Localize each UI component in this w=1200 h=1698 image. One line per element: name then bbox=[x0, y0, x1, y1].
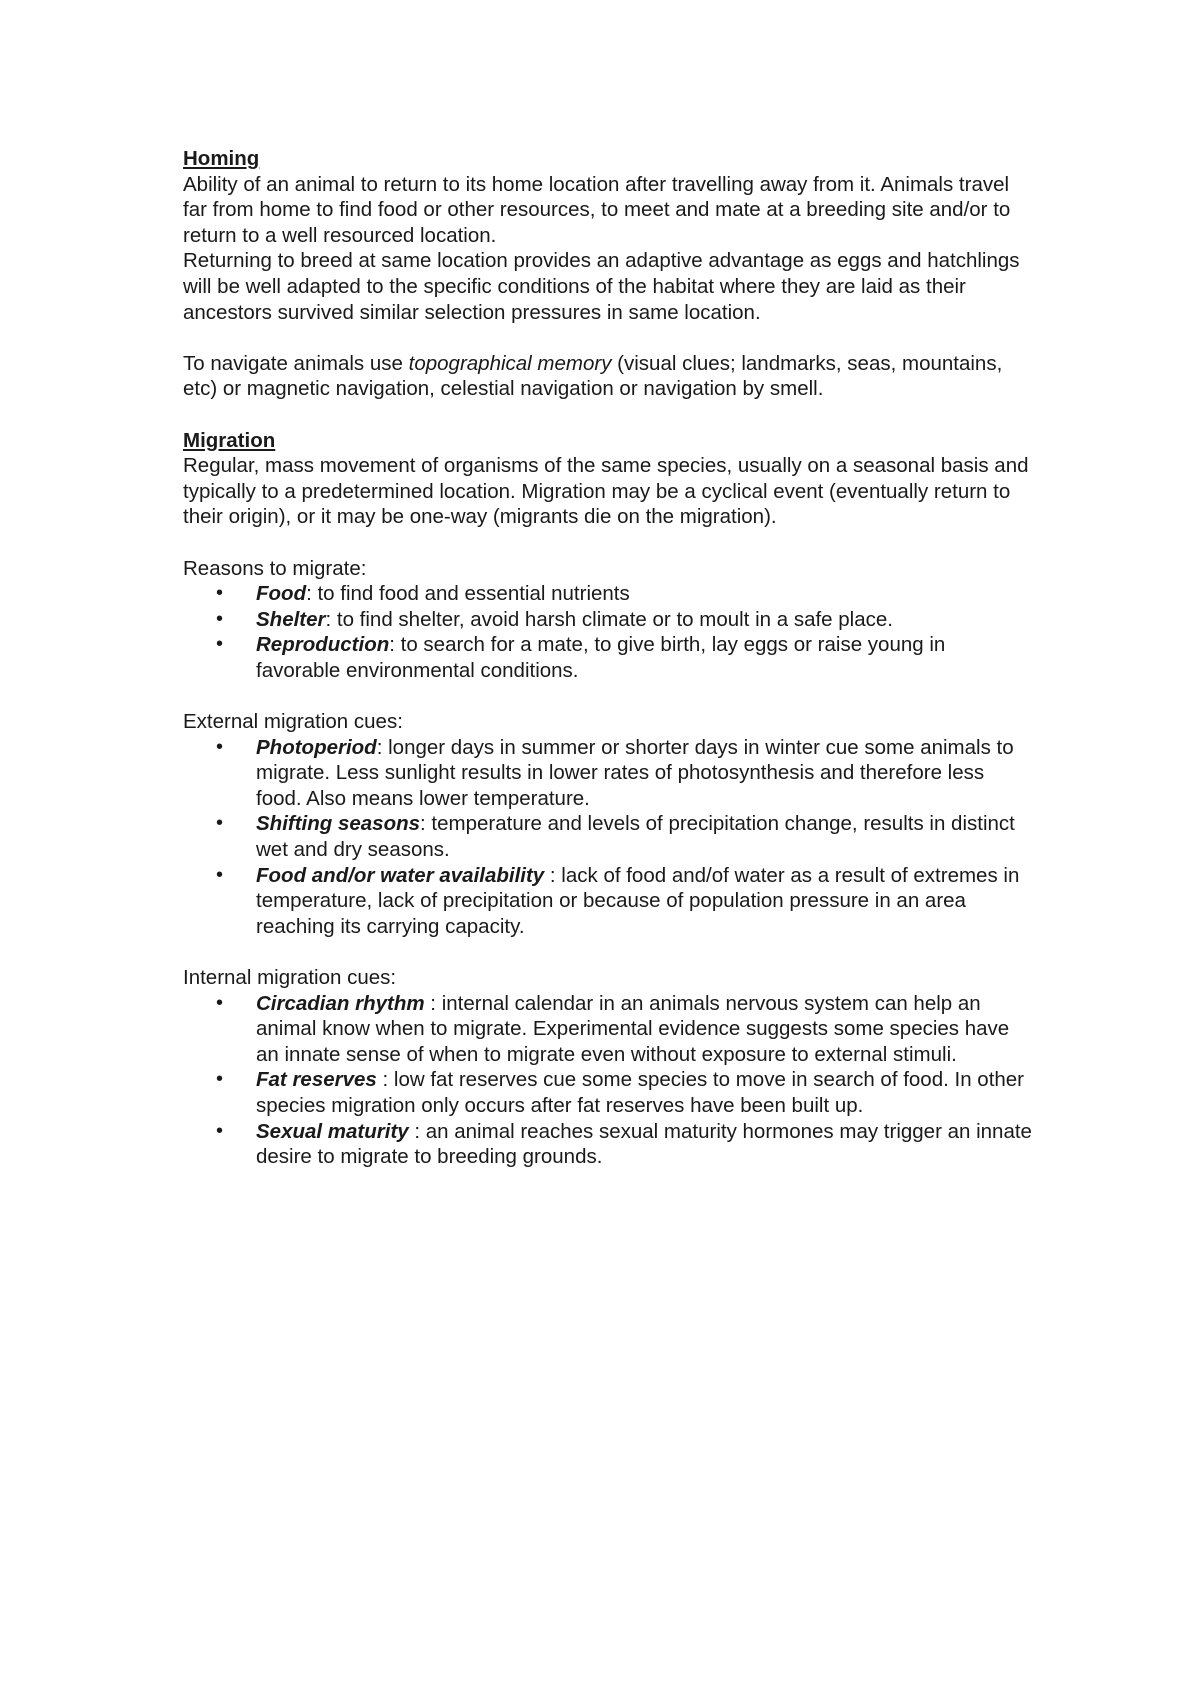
list-item-term: Shelter bbox=[256, 607, 326, 631]
migration-heading: Migration bbox=[183, 428, 276, 452]
list-item bbox=[183, 991, 1033, 1068]
list-item-term: Reproduction bbox=[256, 633, 390, 657]
list-item-term: Food bbox=[256, 582, 307, 606]
bullet-icon: • bbox=[216, 991, 224, 1014]
list-item-term: Food and/or water availability bbox=[256, 863, 545, 887]
bullet-icon: • bbox=[216, 812, 224, 835]
navigation-text-end: (visual clues; landmarks, seas, mountains, etc) or magnetic navigation, celestial navigation or navigation by smell. bbox=[183, 351, 1003, 401]
list-item bbox=[183, 863, 1033, 940]
homing-navigation-paragraph bbox=[183, 351, 1033, 402]
list-item-term: Sexual maturity bbox=[256, 1119, 409, 1143]
list-item-text: : lack of food and/of water as a result of extremes in temperature, lack of precipitation or because of population pressure in an area reaching its carrying capacity. bbox=[256, 863, 1020, 938]
list-item-term: Fat reserves bbox=[256, 1068, 377, 1092]
homing-definition: Ability of an animal to return to its home location after travelling away from it. Animals travel far from home to find food or other resources, to meet and mate at a breeding site and/or to return to a well resourced location. bbox=[183, 172, 1011, 247]
list-item bbox=[183, 632, 1033, 683]
external-cues-intro: External migration cues: bbox=[183, 710, 403, 734]
spacer bbox=[183, 939, 1033, 965]
list-item-term: Photoperiod bbox=[256, 735, 377, 759]
list-item bbox=[183, 735, 1033, 812]
bullet-icon: • bbox=[216, 607, 224, 630]
spacer bbox=[183, 530, 1033, 556]
bullet-icon: • bbox=[216, 633, 224, 656]
internal-cues-intro: Internal migration cues: bbox=[183, 966, 397, 989]
spacer bbox=[183, 402, 1033, 428]
list-item-text: : to find shelter, avoid harsh climate or to moult in a safe place. bbox=[325, 607, 893, 631]
list-item-text: : longer days in summer or shorter days in winter cue some animals to migrate. Less sunlight results in lower rates of photosynthesis and therefore less food. Also means lower temperature. bbox=[256, 735, 1014, 810]
list-item-text: : to find food and essential nutrients bbox=[306, 582, 630, 606]
list-item-text: : internal calendar in an animals nervous system can help an animal know when to migrate. Experimental evidence suggests some species have an innate sense of when to migrate even without exposure to external stimuli. bbox=[256, 991, 1010, 1066]
navigation-emphasis: topographical memory bbox=[408, 351, 612, 375]
bullet-icon: • bbox=[216, 735, 224, 758]
list-item bbox=[183, 1119, 1033, 1170]
list-item bbox=[183, 1067, 1033, 1118]
spacer bbox=[183, 683, 1033, 709]
bullet-icon: • bbox=[216, 1068, 224, 1091]
bullet-icon: • bbox=[216, 582, 224, 605]
reasons-intro: Reasons to migrate: bbox=[183, 556, 367, 580]
document-page bbox=[183, 146, 1033, 1170]
navigation-text-start: To navigate animals use bbox=[183, 351, 409, 375]
list-item-text: : an animal reaches sexual maturity hormones may trigger an innate desire to migrate to breeding grounds. bbox=[256, 1119, 1032, 1169]
bullet-icon: • bbox=[216, 1119, 224, 1142]
list-item bbox=[183, 811, 1033, 862]
bullet-icon: • bbox=[216, 863, 224, 886]
list-item-text: : to search for a mate, to give birth, lay eggs or raise young in favorable environmental conditions. bbox=[256, 633, 946, 682]
reasons-list bbox=[183, 581, 1033, 683]
homing-heading: Homing bbox=[183, 147, 260, 170]
internal-cues-list bbox=[183, 991, 1033, 1170]
migration-definition: Regular, mass movement of organisms of the same species, usually on a seasonal basis and typically to a predetermined location. Migration may be a cyclical event (eventually return to their origin), or it may be one-way (migrants die on the migration). bbox=[183, 454, 1029, 529]
list-item-term: Circadian rhythm bbox=[256, 991, 425, 1015]
homing-breeding-paragraph: Returning to breed at same location provides an adaptive advantage as eggs and hatchlings will be well adapted to the specific conditions of the habitat where they are laid as their ancestors survived similar selection pressures in same location. bbox=[183, 249, 1020, 324]
external-cues-list bbox=[183, 735, 1033, 940]
list-item bbox=[183, 607, 1033, 633]
list-item-term: Shifting seasons bbox=[256, 812, 421, 836]
list-item-text: : low fat reserves cue some species to move in search of food. In other species migration only occurs after fat reserves have been built up. bbox=[256, 1068, 1025, 1117]
list-item-text: : temperature and levels of precipitation change, results in distinct wet and dry seasons. bbox=[256, 812, 1015, 862]
spacer bbox=[183, 325, 1033, 351]
list-item bbox=[183, 581, 1033, 607]
